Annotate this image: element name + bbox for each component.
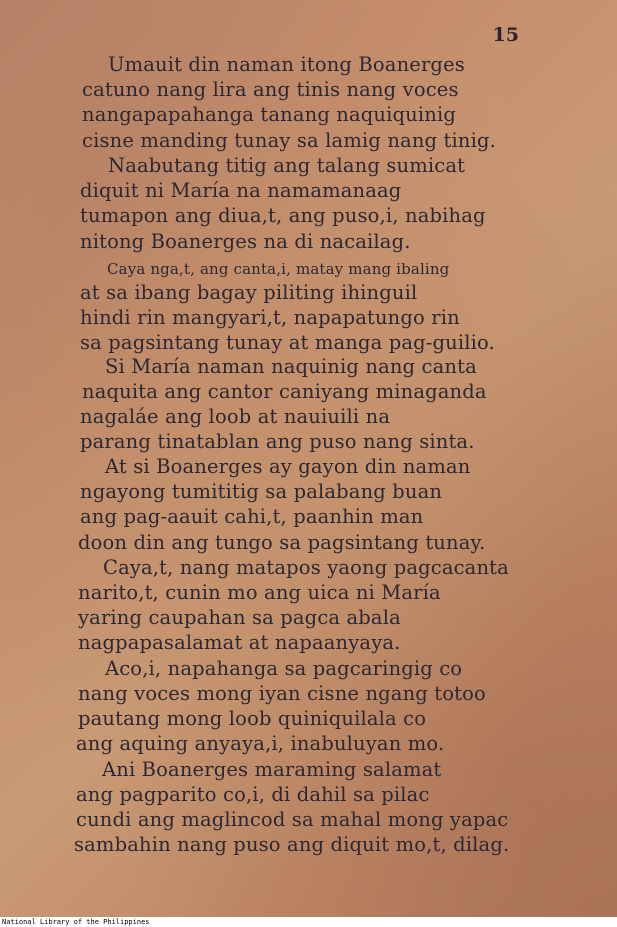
poem-line: ngayong tumititig sa palabang buan	[80, 480, 443, 503]
poem-line: Aco,i, napahanga sa pagcaringig co	[105, 657, 463, 680]
poem-line: naquita ang cantor caniyang minaganda	[82, 380, 487, 403]
poem-line: tumapon ang diua,t, ang puso,i, nabihag	[80, 204, 486, 227]
poem-line: narito,t, cunin mo ang uica ni María	[78, 581, 441, 604]
poem-line: sa pagsintang tunay at manga pag-guilio.	[80, 331, 495, 354]
poem-line: nagaláe ang loob at nauiuili na	[80, 405, 391, 428]
footer-credit: National Library of the Philippines	[2, 918, 150, 926]
poem-line: parang tinatablan ang puso nang sinta.	[80, 430, 475, 453]
poem-line: pautang mong loob quiniquilala co	[78, 707, 427, 730]
poem-line: Ani Boanerges maraming salamat	[102, 758, 442, 781]
poem-line: at sa ibang bagay piliting ihinguil	[80, 281, 418, 304]
poem-line: Naabutang titig ang talang sumicat	[108, 154, 466, 177]
poem-line: nagpapasalamat at napaanyaya.	[78, 631, 401, 654]
poem-line: Si María naman naquinig nang canta	[105, 355, 477, 378]
poem-line: Caya,t, nang matapos yaong pagcacanta	[103, 556, 509, 579]
poem-line: ang pag-aauit cahi,t, paanhin man	[80, 505, 424, 528]
poem-line: nang voces mong iyan cisne ngang totoo	[78, 682, 486, 705]
poem-line: At si Boanerges ay gayon din naman	[105, 455, 471, 478]
poem-line: nangapapahanga tanang naquiquinig	[82, 103, 456, 126]
poem-line: sambahin nang puso ang diquit mo,t, dilag.	[74, 833, 510, 856]
poem-line: ang pagparito co,i, di dahil sa pilac	[76, 783, 430, 806]
poem-line: cisne manding tunay sa lamig nang tinig.	[82, 129, 496, 152]
poem-line: cundi ang maglincod sa mahal mong yapac	[76, 808, 509, 831]
poem-line: doon din ang tungo sa pagsintang tunay.	[78, 531, 486, 554]
poem-line: ang aquing anyaya,i, inabuluyan mo.	[76, 732, 445, 755]
poem-line: hindi rin mangyari,t, napapatungo rin	[80, 306, 460, 329]
poem-line: diquit ni María na namamanaag	[80, 179, 402, 202]
poem-line: yaring caupahan sa pagca abala	[78, 606, 401, 629]
poem-line: catuno nang lira ang tinis nang voces	[82, 78, 459, 101]
poem-line: nitong Boanerges na di nacailag.	[80, 230, 411, 253]
page-number: 15	[492, 24, 519, 46]
poem-line: Caya nga,t, ang canta,i, matay mang ibaling	[107, 260, 450, 278]
poem-line: Umauit din naman itong Boanerges	[108, 53, 465, 76]
